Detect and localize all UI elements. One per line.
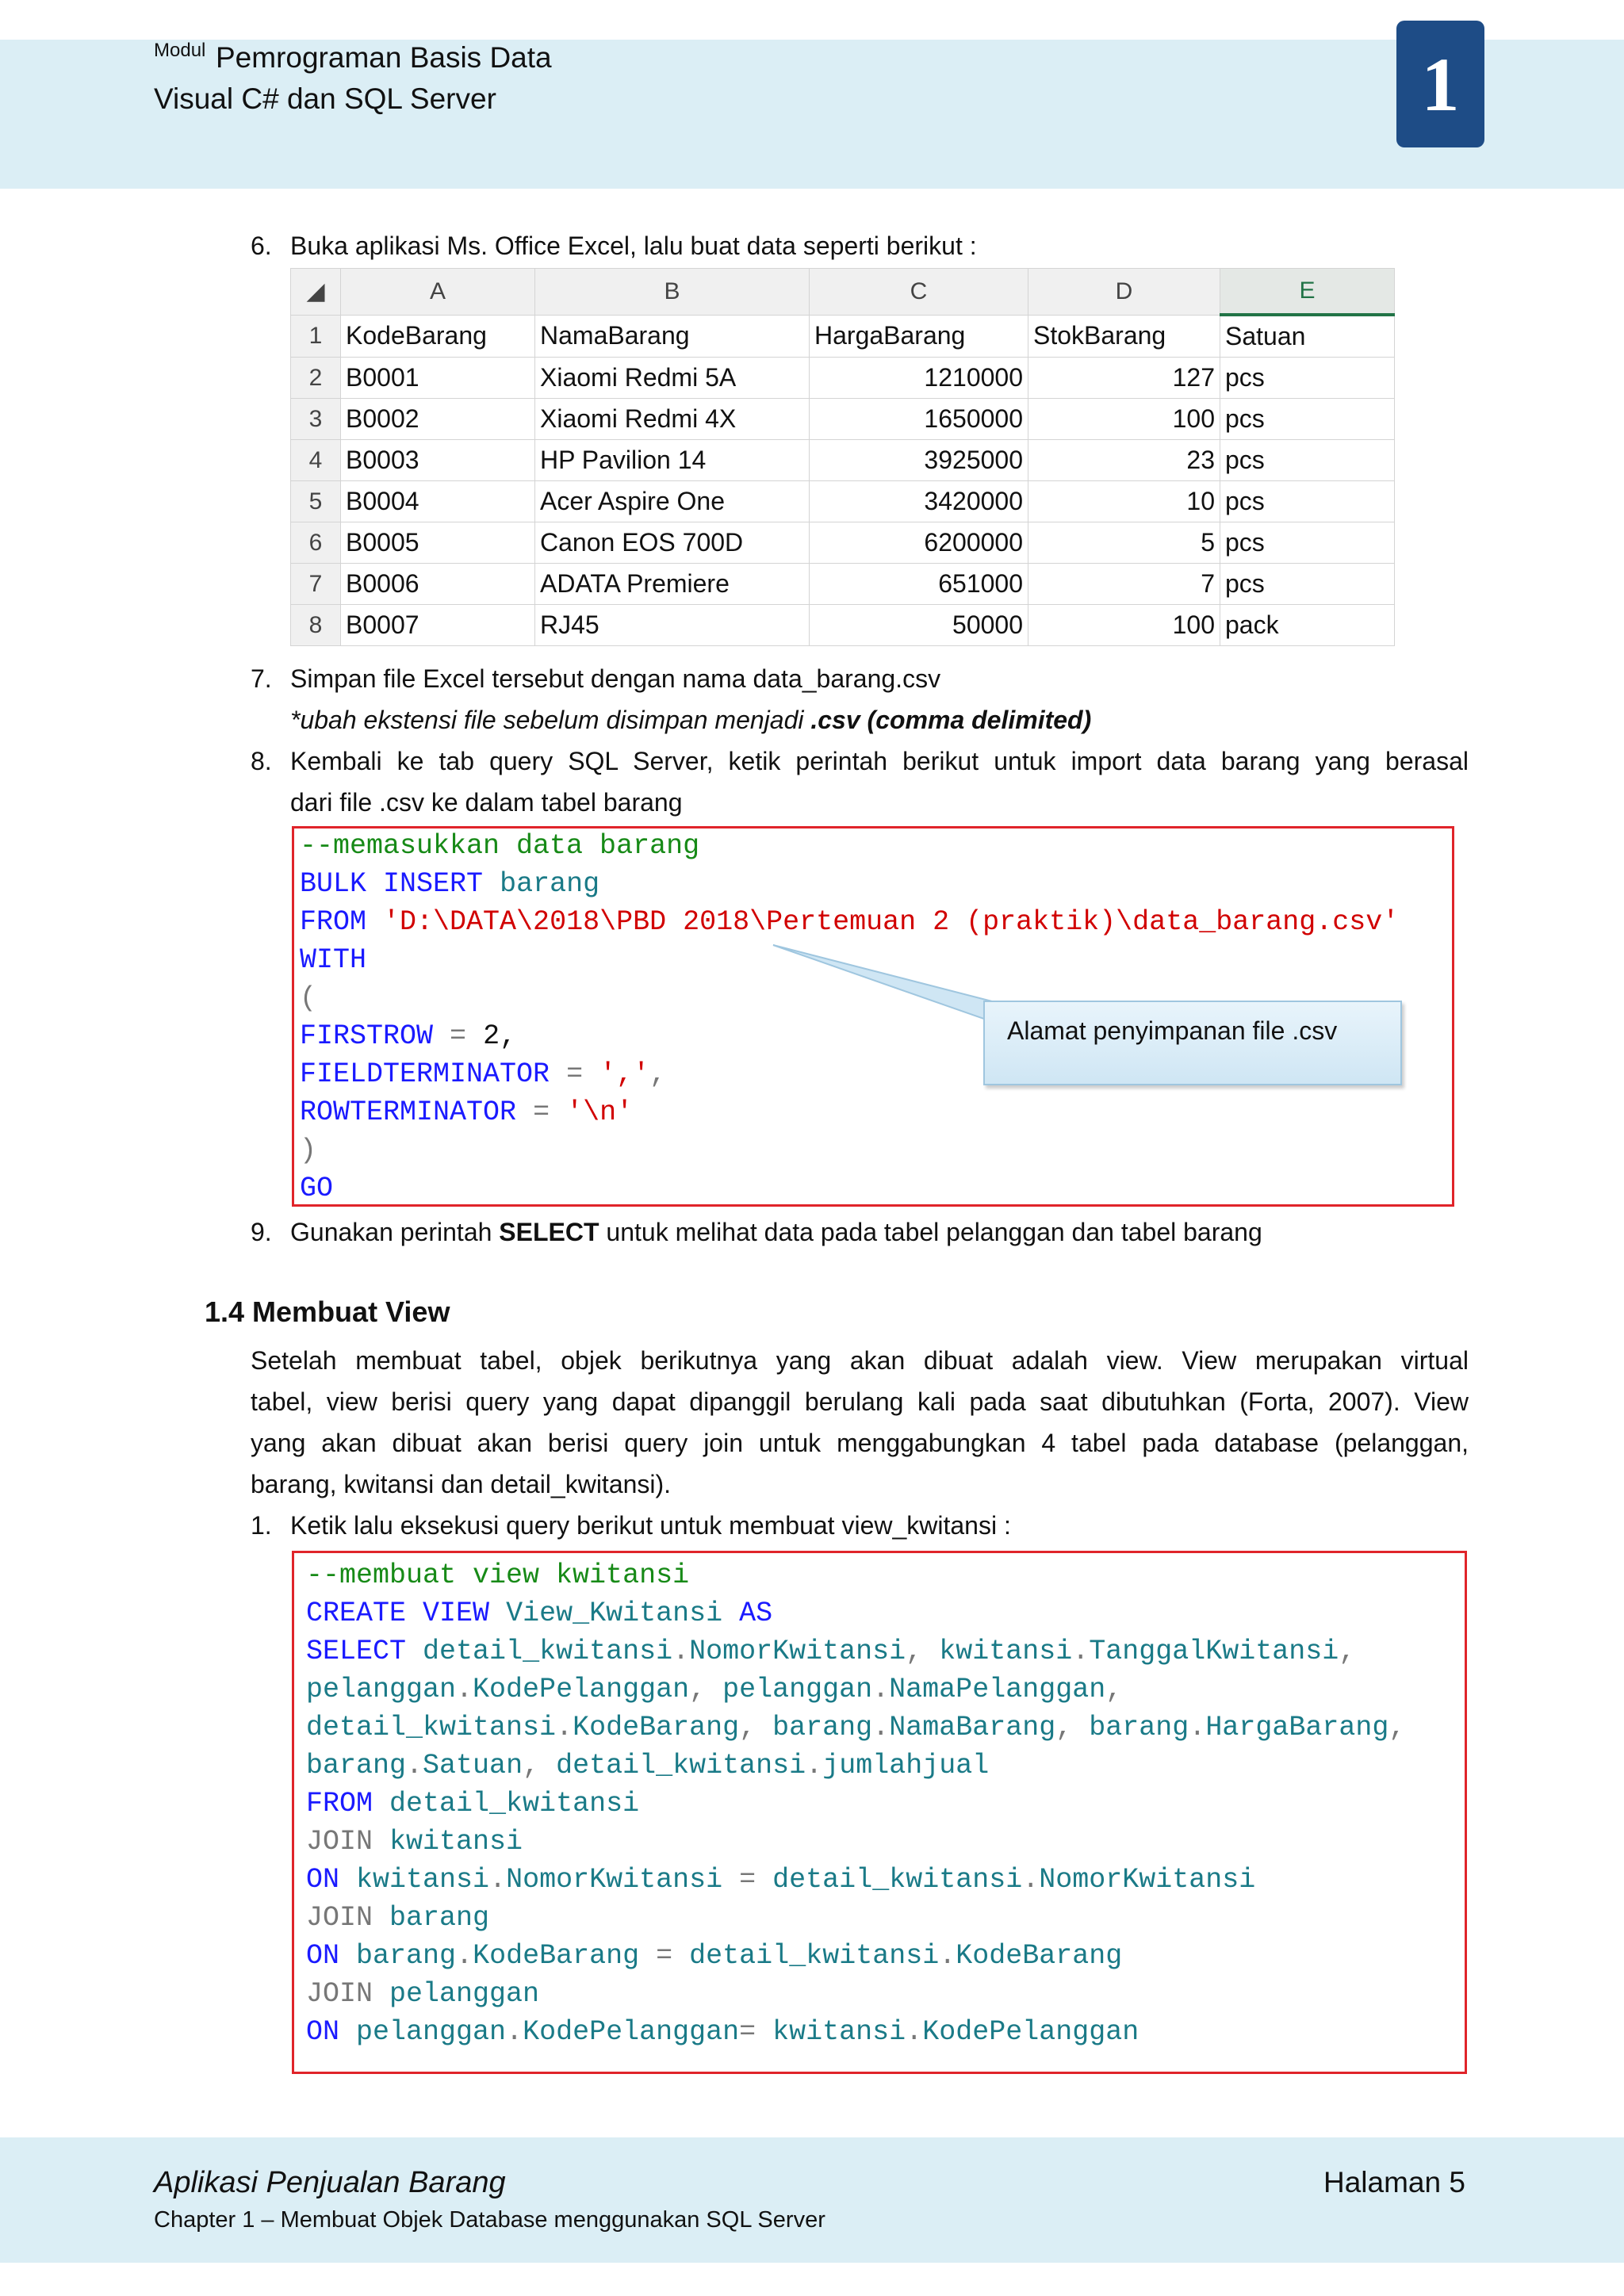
table-cell[interactable]: pcs bbox=[1220, 481, 1395, 522]
footer-chapter: Chapter 1 – Membuat Objek Database menggunakan SQL Server bbox=[154, 2207, 825, 2233]
column-header[interactable]: C bbox=[810, 269, 1028, 316]
table-cell[interactable]: B0003 bbox=[341, 440, 535, 481]
module-subtitle: Visual C# dan SQL Server bbox=[154, 82, 496, 115]
table-cell[interactable]: 100 bbox=[1028, 399, 1220, 440]
table-cell[interactable]: pcs bbox=[1220, 440, 1395, 481]
table-cell[interactable]: Xiaomi Redmi 4X bbox=[535, 399, 810, 440]
code-line: FROM 'D:\DATA\2018\PBD 2018\Pertemuan 2 (praktik)\data_barang.csv' bbox=[300, 906, 1400, 938]
paragraph-line: yang akan dibuat akan berisi query join untuk menggabungkan 4 tabel pada database (pelanggan, bbox=[251, 1429, 1469, 1457]
step-number: 1. bbox=[251, 1511, 272, 1540]
paragraph-line: Setelah membuat tabel, objek berikutnya yang akan dibuat adalah view. View merupakan virtual bbox=[251, 1346, 1469, 1375]
select-all-corner[interactable]: ◢ bbox=[291, 269, 341, 316]
row-header[interactable]: 6 bbox=[291, 522, 341, 564]
table-cell[interactable]: 3420000 bbox=[810, 481, 1028, 522]
code-line: detail_kwitansi.KodeBarang, barang.NamaBarang, barang.HargaBarang, bbox=[306, 1712, 1406, 1743]
code-line: ROWTERMINATOR = '\n' bbox=[300, 1096, 634, 1128]
table-cell[interactable]: 5 bbox=[1028, 522, 1220, 564]
code-line: JOIN kwitansi bbox=[306, 1826, 523, 1858]
table-cell[interactable]: 7 bbox=[1028, 564, 1220, 605]
step-text: Gunakan perintah SELECT untuk melihat data pada tabel pelanggan dan tabel barang bbox=[290, 1218, 1262, 1246]
code-line: SELECT detail_kwitansi.NomorKwitansi, kwitansi.TanggalKwitansi, bbox=[306, 1636, 1356, 1667]
table-cell[interactable]: pcs bbox=[1220, 522, 1395, 564]
table-cell[interactable]: pcs bbox=[1220, 399, 1395, 440]
code-line: JOIN barang bbox=[306, 1902, 490, 1934]
section-paragraph bbox=[251, 1340, 1469, 1505]
table-cell[interactable]: pcs bbox=[1220, 358, 1395, 399]
code-line: JOIN pelanggan bbox=[306, 1978, 540, 2010]
code-line: ON barang.KodeBarang = detail_kwitansi.KodeBarang bbox=[306, 1940, 1123, 1972]
column-header[interactable]: A bbox=[341, 269, 535, 316]
callout-box: Alamat penyimpanan file .csv bbox=[983, 1001, 1402, 1085]
section-heading: 1.4 Membuat View bbox=[205, 1295, 450, 1328]
table-cell[interactable]: B0004 bbox=[341, 481, 535, 522]
step-number: 6. bbox=[251, 232, 272, 260]
table-cell[interactable]: 6200000 bbox=[810, 522, 1028, 564]
step-number: 9. bbox=[251, 1218, 272, 1246]
column-header[interactable]: B bbox=[535, 269, 810, 316]
paragraph-line: tabel, view berisi query yang dapat dipanggil berulang kali pada saat dibutuhkan (Forta, 2007). View bbox=[251, 1387, 1469, 1416]
code-line: --membuat view kwitansi bbox=[306, 1559, 690, 1591]
table-cell[interactable]: RJ45 bbox=[535, 605, 810, 646]
row-header[interactable]: 5 bbox=[291, 481, 341, 522]
row-header[interactable]: 2 bbox=[291, 358, 341, 399]
table-cell[interactable]: StokBarang bbox=[1028, 315, 1220, 358]
code-line: --memasukkan data barang bbox=[300, 830, 700, 862]
table-cell[interactable]: pack bbox=[1220, 605, 1395, 646]
code-line: CREATE VIEW View_Kwitansi AS bbox=[306, 1598, 773, 1629]
table-cell[interactable]: B0002 bbox=[341, 399, 535, 440]
code-line: pelanggan.KodePelanggan, pelanggan.NamaPelanggan, bbox=[306, 1674, 1123, 1705]
page-number: Halaman 5 bbox=[1323, 2166, 1465, 2198]
code-line: WITH bbox=[300, 944, 367, 976]
code-line: FIELDTERMINATOR = ',', bbox=[300, 1058, 667, 1090]
note-text: *ubah ekstensi file sebelum disimpan menjadi bbox=[290, 706, 811, 734]
step-number: 7. bbox=[251, 664, 272, 693]
table-cell[interactable]: 1210000 bbox=[810, 358, 1028, 399]
paragraph-line: barang, kwitansi dan detail_kwitansi). bbox=[251, 1470, 672, 1498]
step-number: 8. bbox=[251, 747, 272, 775]
code-line: ( bbox=[300, 982, 317, 1014]
table-cell[interactable]: 100 bbox=[1028, 605, 1220, 646]
table-cell[interactable]: KodeBarang bbox=[341, 315, 535, 358]
code-line: FIRSTROW = 2, bbox=[300, 1020, 517, 1052]
code-line: ON kwitansi.NomorKwitansi = detail_kwitansi.NomorKwitansi bbox=[306, 1864, 1256, 1896]
table-cell[interactable]: 1650000 bbox=[810, 399, 1028, 440]
chapter-badge: 1 bbox=[1396, 21, 1484, 147]
row-header[interactable]: 4 bbox=[291, 440, 341, 481]
step-text-line2: dari file .csv ke dalam tabel barang bbox=[290, 788, 683, 817]
footer-title: Aplikasi Penjualan Barang bbox=[154, 2166, 506, 2199]
table-cell[interactable]: Satuan bbox=[1220, 315, 1395, 358]
table-cell[interactable]: Acer Aspire One bbox=[535, 481, 810, 522]
code-line: ) bbox=[300, 1135, 317, 1166]
code-line: GO bbox=[300, 1173, 334, 1204]
column-header-selected[interactable]: E bbox=[1220, 269, 1395, 316]
table-cell[interactable]: B0001 bbox=[341, 358, 535, 399]
code-line: ON pelanggan.KodePelanggan= kwitansi.KodePelanggan bbox=[306, 2016, 1139, 2048]
table-cell[interactable]: B0006 bbox=[341, 564, 535, 605]
code-line: barang.Satuan, detail_kwitansi.jumlahjual bbox=[306, 1750, 990, 1781]
row-header[interactable]: 1 bbox=[291, 315, 341, 358]
table-cell[interactable]: 127 bbox=[1028, 358, 1220, 399]
step-text: Buka aplikasi Ms. Office Excel, lalu buat data seperti berikut : bbox=[290, 232, 977, 260]
table-cell[interactable]: 10 bbox=[1028, 481, 1220, 522]
row-header[interactable]: 8 bbox=[291, 605, 341, 646]
row-header[interactable]: 7 bbox=[291, 564, 341, 605]
step-text: Simpan file Excel tersebut dengan nama data_barang.csv bbox=[290, 664, 941, 693]
table-cell[interactable]: 23 bbox=[1028, 440, 1220, 481]
note-format: .csv (comma delimited) bbox=[810, 706, 1092, 734]
column-header[interactable]: D bbox=[1028, 269, 1220, 316]
table-cell[interactable]: Xiaomi Redmi 5A bbox=[535, 358, 810, 399]
table-cell[interactable]: B0005 bbox=[341, 522, 535, 564]
table-cell[interactable]: NamaBarang bbox=[535, 315, 810, 358]
table-cell[interactable]: 50000 bbox=[810, 605, 1028, 646]
table-cell[interactable]: pcs bbox=[1220, 564, 1395, 605]
step-text-line1: Kembali ke tab query SQL Server, ketik perintah berikut untuk import data barang yang berasal bbox=[290, 747, 1469, 775]
table-cell[interactable]: 3925000 bbox=[810, 440, 1028, 481]
modul-label: Modul bbox=[154, 40, 206, 61]
table-cell[interactable]: Canon EOS 700D bbox=[535, 522, 810, 564]
page-footer bbox=[0, 2137, 1624, 2263]
table-cell[interactable]: HargaBarang bbox=[810, 315, 1028, 358]
table-cell[interactable]: ADATA Premiere bbox=[535, 564, 810, 605]
table-cell[interactable]: B0007 bbox=[341, 605, 535, 646]
row-header[interactable]: 3 bbox=[291, 399, 341, 440]
table-cell[interactable]: 651000 bbox=[810, 564, 1028, 605]
code-line: FROM detail_kwitansi bbox=[306, 1788, 640, 1820]
module-title: Pemrograman Basis Data bbox=[216, 41, 552, 74]
code-line: BULK INSERT barang bbox=[300, 868, 600, 900]
table-cell[interactable]: HP Pavilion 14 bbox=[535, 440, 810, 481]
step-text: Ketik lalu eksekusi query berikut untuk membuat view_kwitansi : bbox=[290, 1511, 1011, 1540]
